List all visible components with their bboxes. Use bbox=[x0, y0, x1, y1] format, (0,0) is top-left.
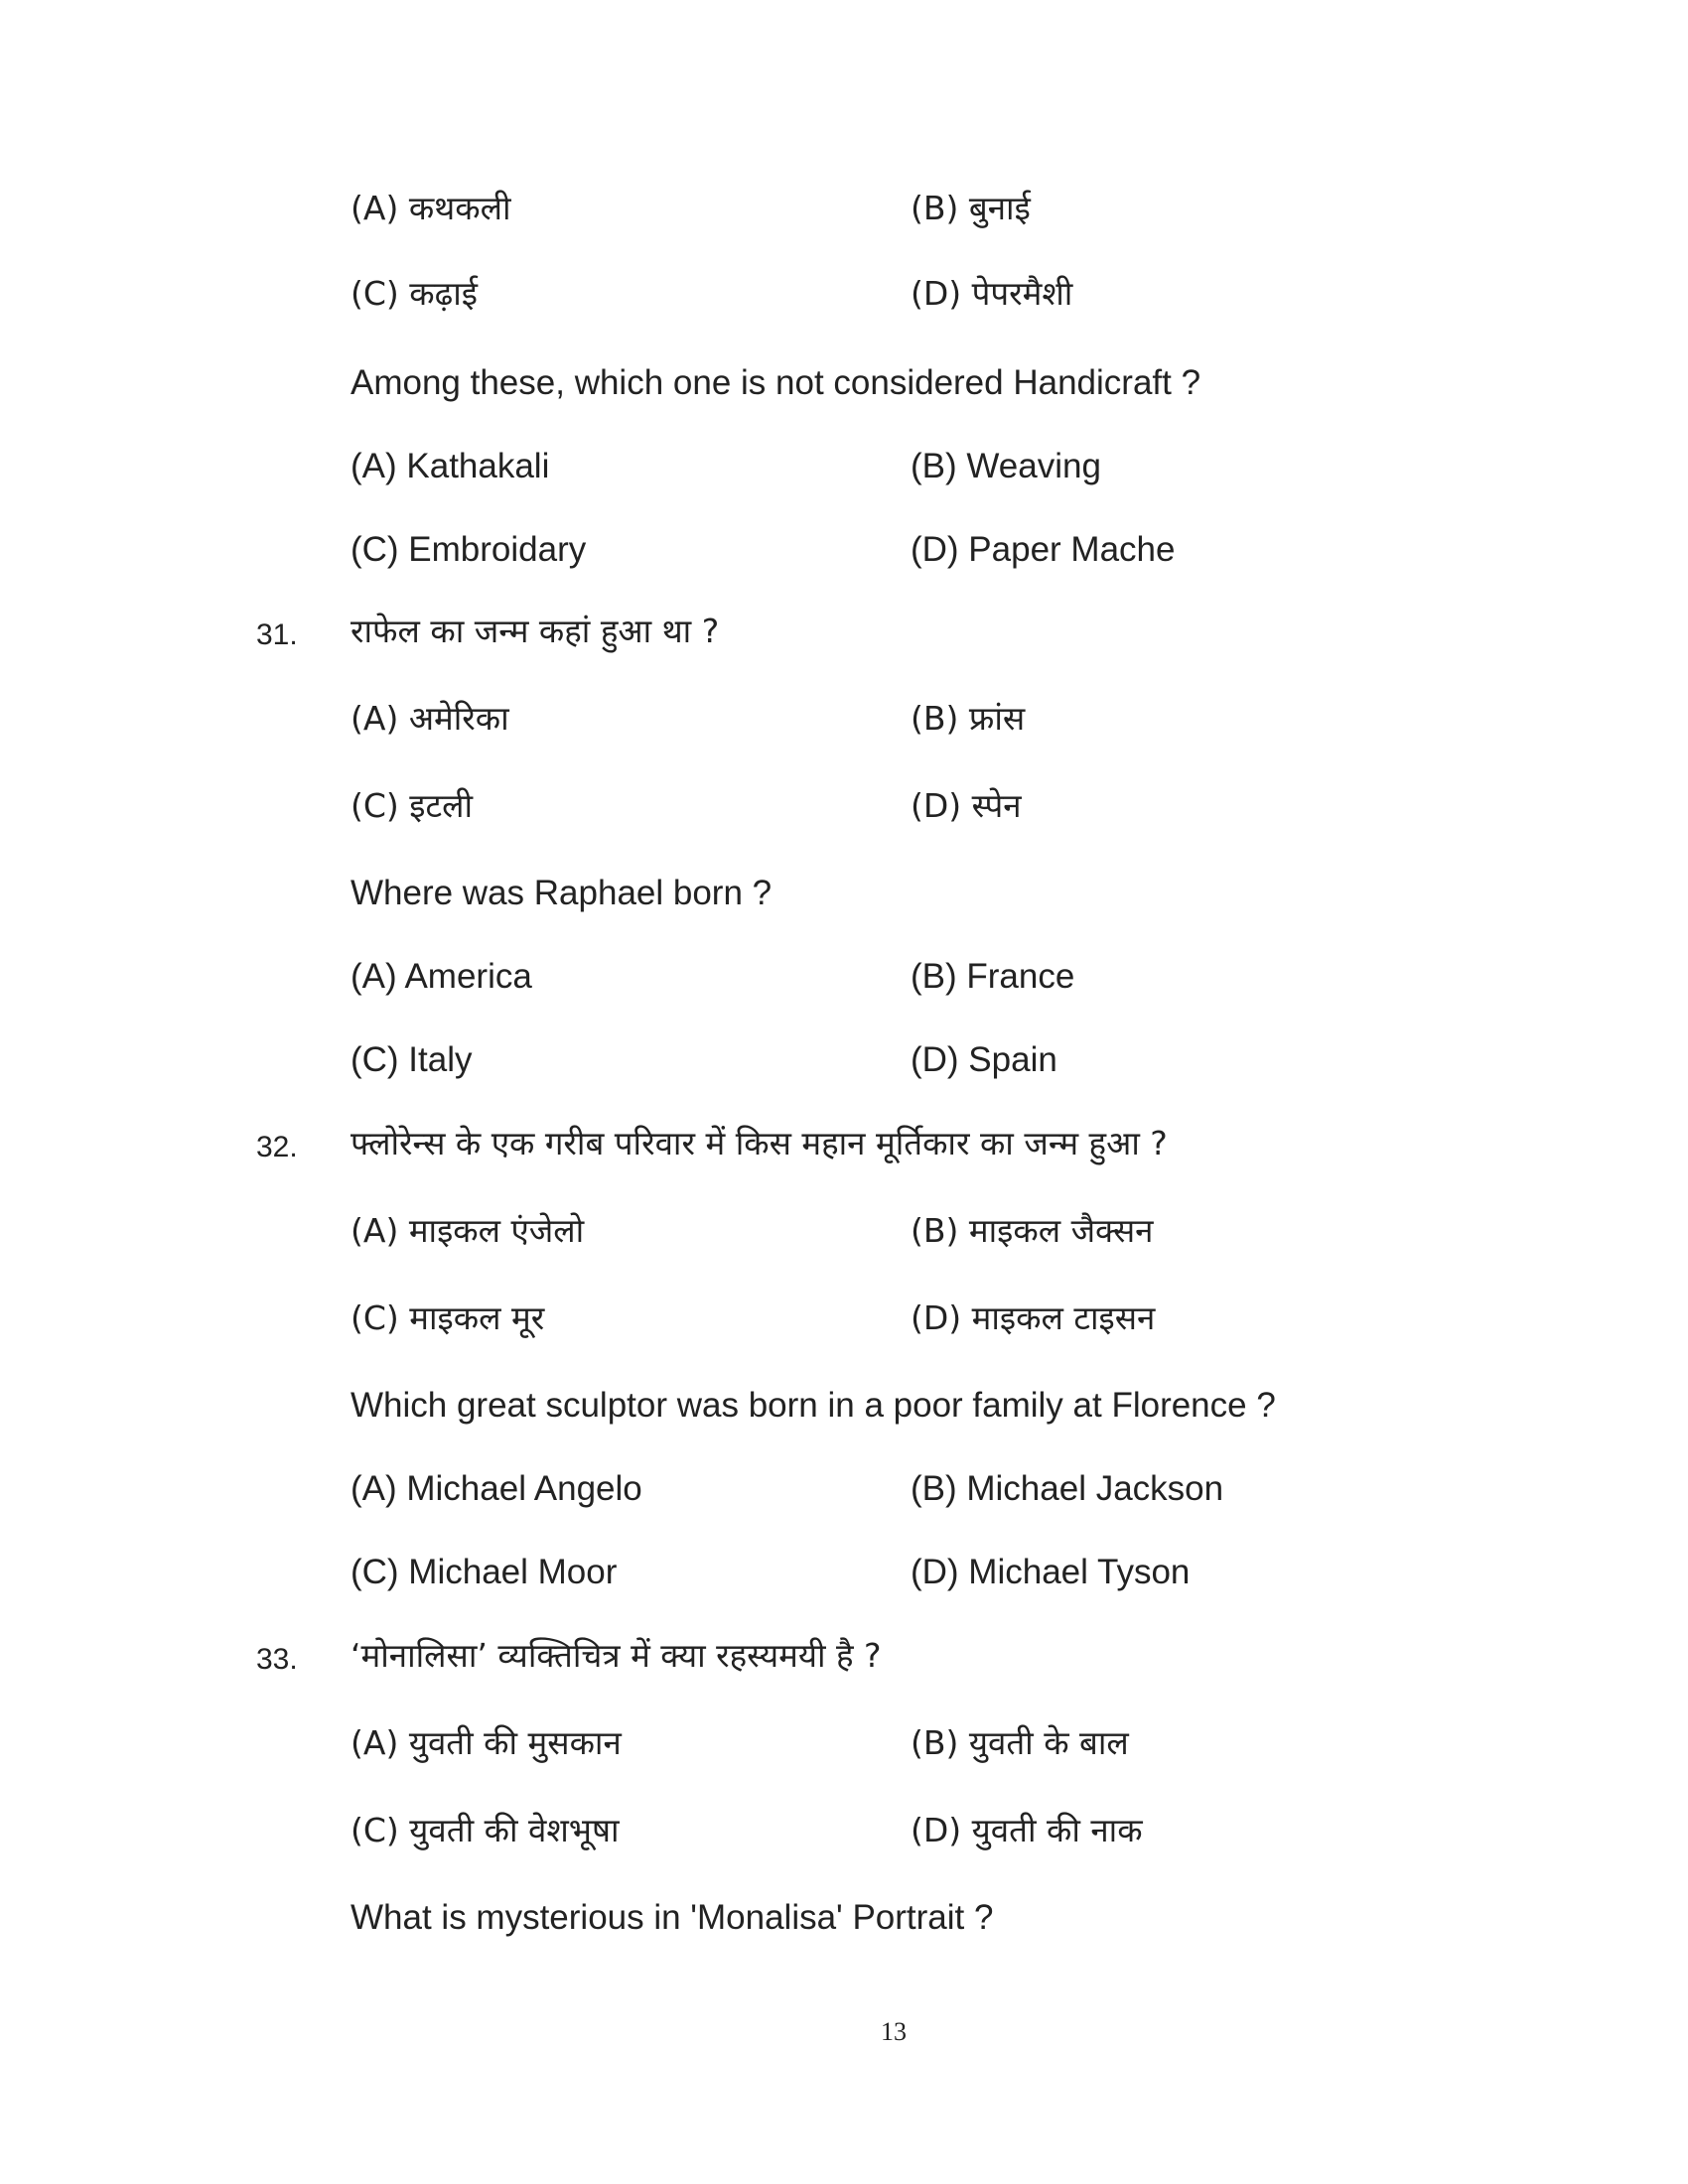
q32-hi-option-a: (A) माइकल एंजेलो bbox=[351, 1211, 585, 1250]
q31-hi-option-d: (D) स्पेन bbox=[911, 786, 1022, 825]
q33-hi-option-c: (C) युवती की वेशभूषा bbox=[351, 1811, 620, 1849]
q30-hi-option-d: (D) पेपरमैशी bbox=[911, 274, 1073, 313]
q32-number: 32. bbox=[256, 1131, 298, 1163]
q31-hi-option-a: (A) अमेरिका bbox=[351, 699, 509, 738]
q32-hi-option-d: (D) माइकल टाइसन bbox=[911, 1298, 1156, 1337]
q30-en-option-d: (D) Paper Mache bbox=[911, 530, 1176, 569]
q33-hi-option-a: (A) युवती की मुसकान bbox=[351, 1723, 622, 1762]
q33-hi-option-d: (D) युवती की नाक bbox=[911, 1811, 1143, 1849]
q31-en-option-a: (A) America bbox=[351, 957, 532, 996]
q31-en-option-b: (B) France bbox=[911, 957, 1075, 996]
q32-en-option-b: (B) Michael Jackson bbox=[911, 1469, 1224, 1508]
q30-en-option-b: (B) Weaving bbox=[911, 447, 1101, 485]
q30-hi-option-b: (B) बुनाई bbox=[911, 189, 1031, 227]
q31-hi-option-b: (B) फ्रांस bbox=[911, 699, 1026, 738]
q31-en-option-d: (D) Spain bbox=[911, 1040, 1057, 1079]
q32-hi-option-b: (B) माइकल जैक्सन bbox=[911, 1211, 1154, 1250]
q31-en-question: Where was Raphael born ? bbox=[351, 874, 773, 912]
q30-en-question: Among these, which one is not considered Handicraft ? bbox=[351, 363, 1201, 402]
q31-number: 31. bbox=[256, 618, 298, 651]
q31-hi-option-c: (C) इटली bbox=[351, 786, 474, 825]
q30-en-option-a: (A) Kathakali bbox=[351, 447, 550, 485]
q30-hi-option-c: (C) कढ़ाई bbox=[351, 274, 478, 313]
q30-hi-option-a: (A) कथकली bbox=[351, 189, 511, 227]
q31-en-option-c: (C) Italy bbox=[351, 1040, 473, 1079]
q30-en-option-c: (C) Embroidary bbox=[351, 530, 587, 569]
q33-number: 33. bbox=[256, 1643, 298, 1676]
q32-en-option-a: (A) Michael Angelo bbox=[351, 1469, 642, 1508]
q32-hi-question: फ्लोरेन्स के एक गरीब परिवार में किस महान मूर्तिकार का जन्म हुआ ? bbox=[351, 1124, 1168, 1162]
q33-en-question: What is mysterious in 'Monalisa' Portrait ? bbox=[351, 1898, 994, 1937]
q32-en-option-d: (D) Michael Tyson bbox=[911, 1553, 1191, 1591]
q32-en-question: Which great sculptor was born in a poor family at Florence ? bbox=[351, 1386, 1276, 1425]
q33-hi-question: ‘मोनालिसा’ व्यक्तिचित्र में क्या रहस्यमयी है ? bbox=[351, 1636, 882, 1675]
q31-hi-question: राफेल का जन्म कहां हुआ था ? bbox=[351, 612, 720, 650]
q33-hi-option-b: (B) युवती के बाल bbox=[911, 1723, 1129, 1762]
q32-en-option-c: (C) Michael Moor bbox=[351, 1553, 618, 1591]
page-number: 13 bbox=[881, 2017, 907, 2046]
q32-hi-option-c: (C) माइकल मूर bbox=[351, 1298, 545, 1337]
